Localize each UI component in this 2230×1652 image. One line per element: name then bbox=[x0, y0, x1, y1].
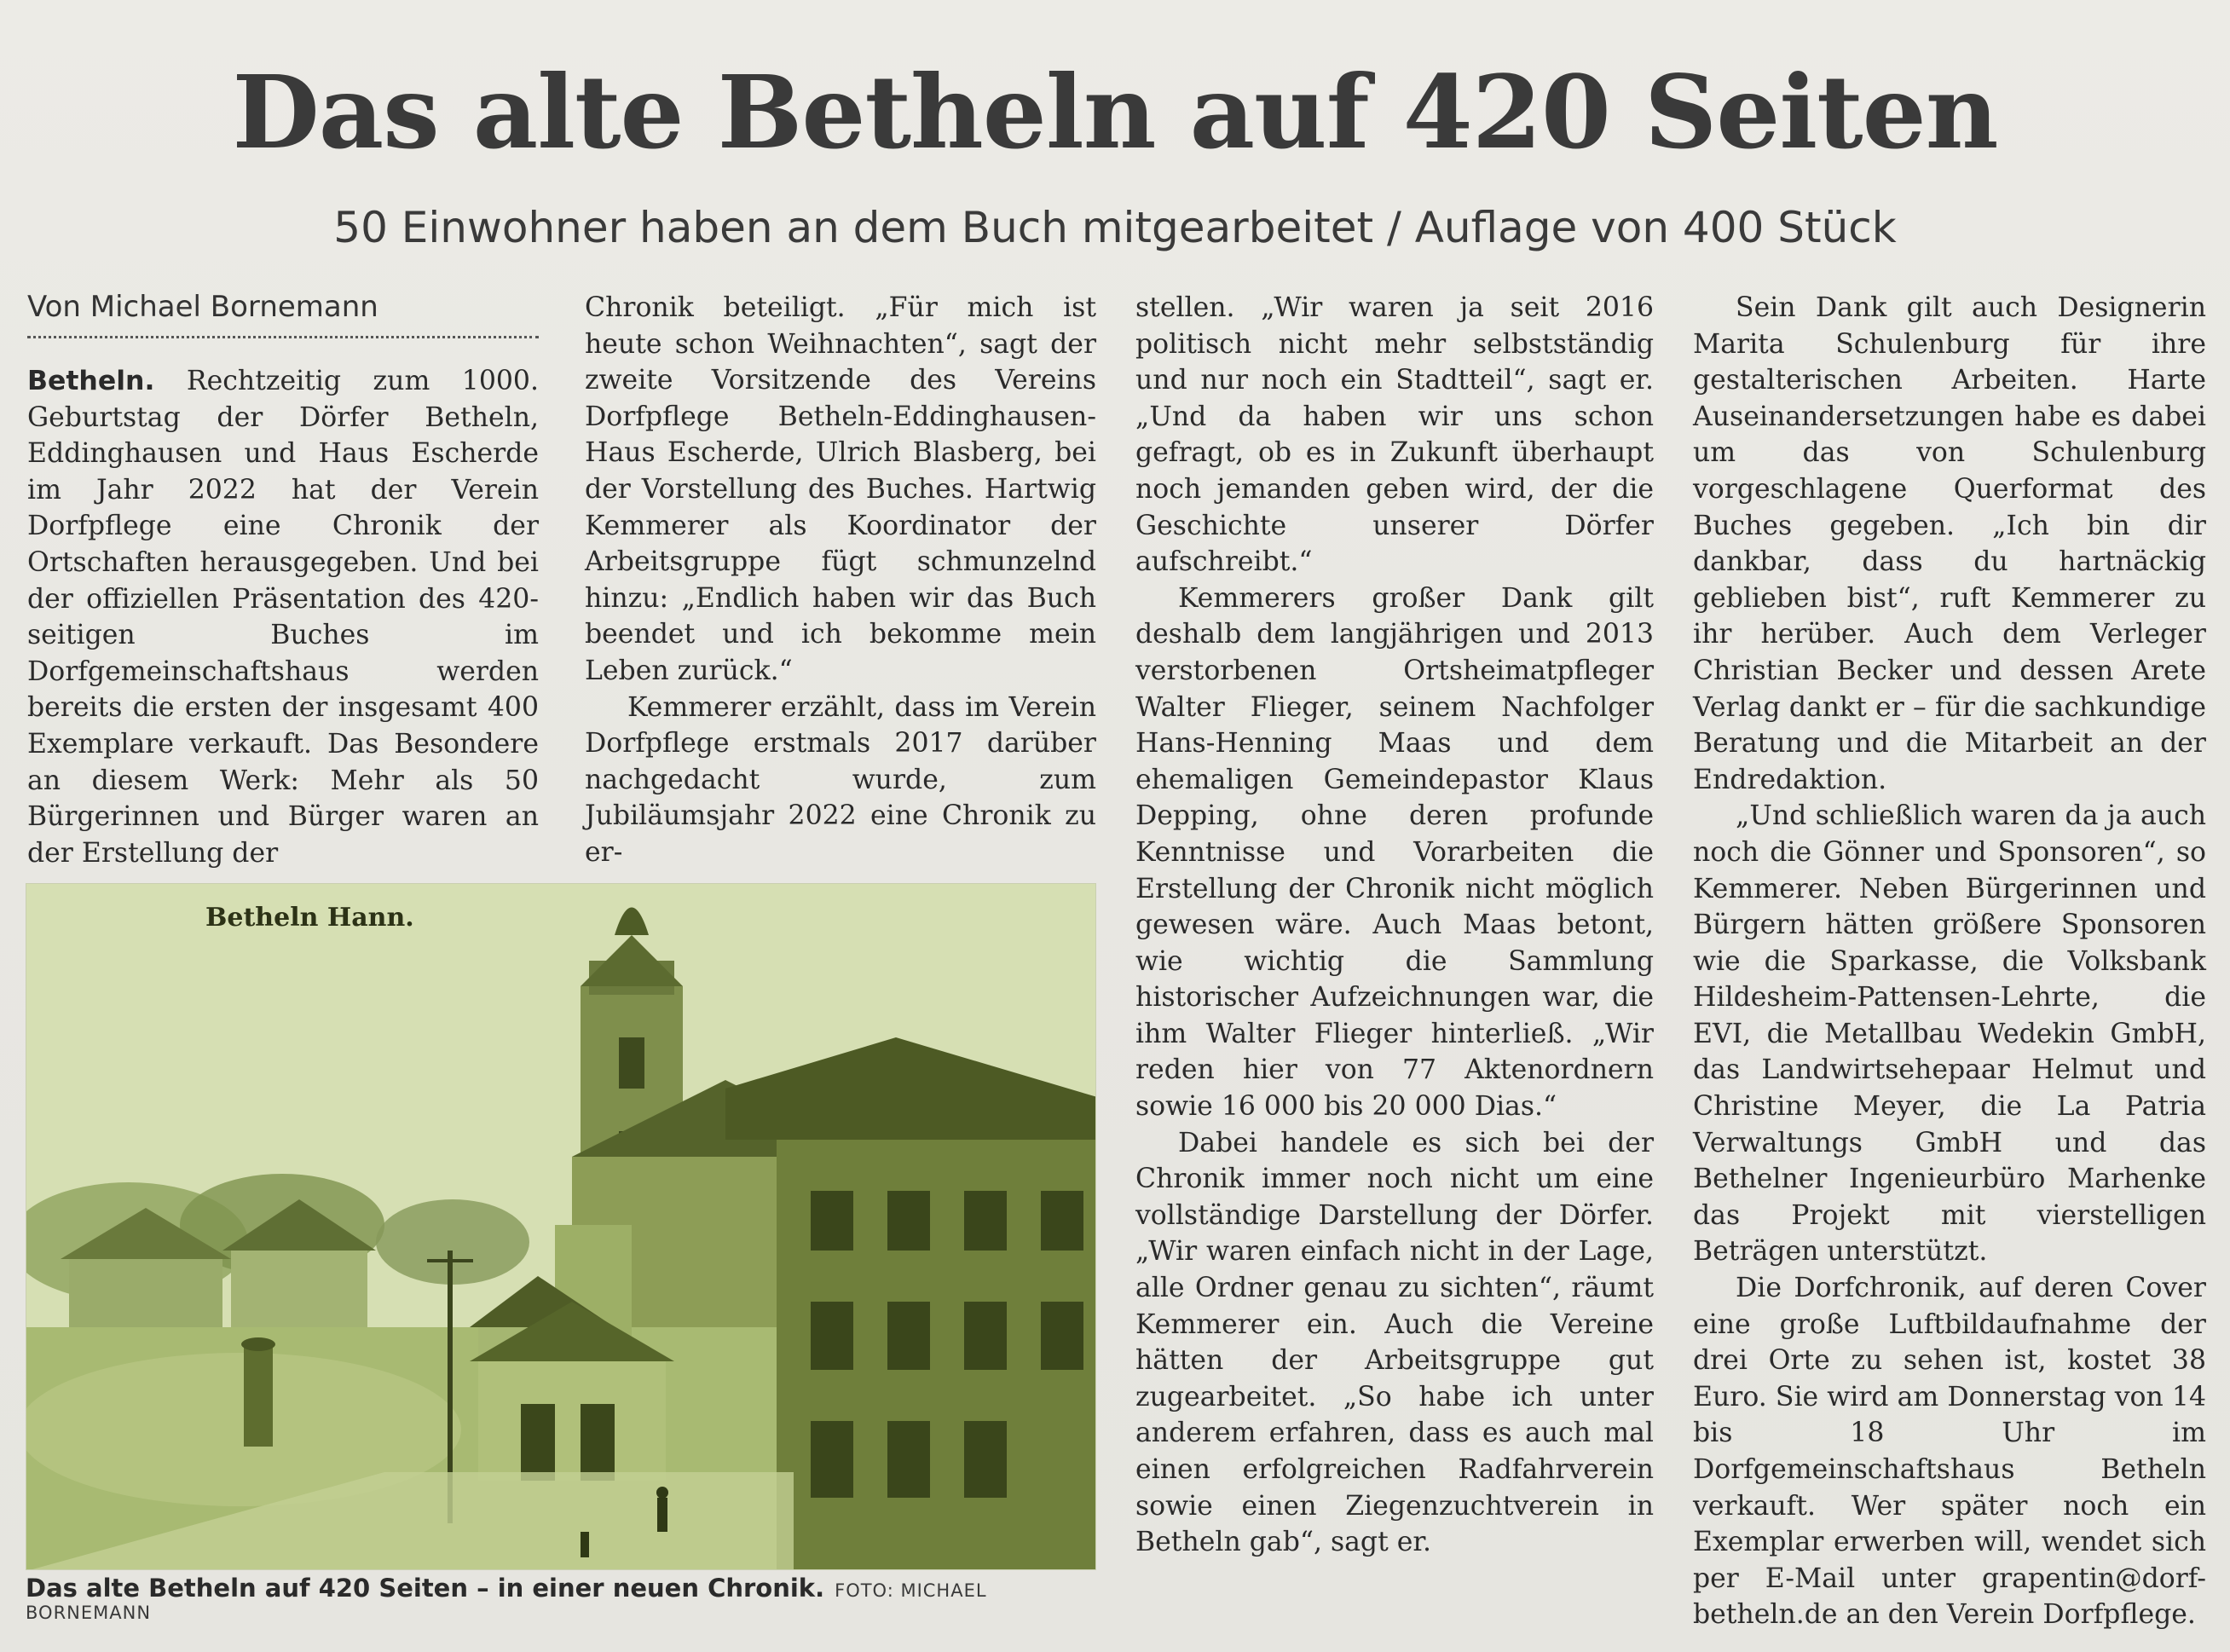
caption-text: Das alte Betheln auf 420 Seiten – in einer neuen Chronik. bbox=[26, 1574, 825, 1603]
postcard-label: Betheln Hann. bbox=[205, 903, 414, 933]
article-column-4 bbox=[1693, 290, 2206, 1633]
paragraph: Chronik beteiligt. „Für mich ist heute schon Weihnachten“, sagt der zweite Vorsitzende des Vereins Dorfpflege Betheln-Eddinghausen-Haus Escherde, Ulrich Blasberg, bei der Vorstellung des Buches. Hartwig Kemmerer als Koordinator der Arbeitsgruppe fügt schmunzelnd hinzu: „Endlich haben wir das Buch beendet und ich bekomme mein Leben zurück.“ bbox=[585, 292, 1096, 686]
paragraph: Kemmerers großer Dank gilt deshalb dem langjährigen und 2013 verstorbenen Ortsheimatpfleger Walter Flieger, seinem Nachfolger Hans-Henning Maas und dem ehemaligen Gemeindepastor Klaus Depping, ohne deren profunde Kenntnisse und Vorarbeiten die Erstellung der Chronik nicht möglich gewesen wäre. Auch Maas betont, wie wichtig die Sammlung historischer Aufzeichnungen war, die ihm Walter Flieger hinterließ. „Wir reden hier von 77 Aktenordnern sowie 16 000 bis 20 000 Dias.“ bbox=[1135, 582, 1654, 1123]
dateline: Betheln. bbox=[27, 366, 155, 396]
article-column-3 bbox=[1135, 290, 1654, 1561]
article-column-1 bbox=[27, 363, 539, 871]
byline: Von Michael Bornemann bbox=[27, 290, 539, 338]
photo-caption bbox=[26, 1574, 1096, 1623]
subheadline: 50 Einwohner haben an dem Buch mitgearbeitet / Auflage von 400 Stück bbox=[333, 203, 1897, 252]
paragraph: Die Dorfchronik, auf deren Cover eine große Luftbildaufnahme der drei Orte zu sehen ist, kostet 38 Euro. Sie wird am Donnerstag von 14 bis 18 Uhr im Dorfgemeinschaftshaus Betheln verkauft. Wer später noch ein Exemplar erwerben will, wendet sich per E-Mail unter grapentin@dorf-betheln.de an den Verein Dorfpflege. bbox=[1693, 1273, 2206, 1631]
village-illustration bbox=[26, 884, 1096, 1570]
headline: Das alte Betheln auf 420 Seiten bbox=[232, 53, 1998, 171]
historic-postcard-photo bbox=[26, 883, 1096, 1570]
paragraph bbox=[27, 363, 539, 871]
paragraph-text: Rechtzeitig zum 1000. Geburtstag der Dörfer Betheln, Eddinghausen und Haus Escherde im Jahr 2022 hat der Verein Dorfpflege eine Chronik der Ortschaften herausgegeben. Und bei der offiziellen Präsentation des 420-seitigen Buches im Dorfgemeinschaftshaus werden bereits die ersten der insgesamt 400 Exemplare verkauft. Das Besondere an diesem Werk: Mehr als 50 Bürgerinnen und Bürger waren an der Erstellung der bbox=[27, 366, 539, 869]
paragraph: Kemmerer erzählt, dass im Verein Dorfpflege erstmals 2017 darüber nachgedacht wurde, zum Jubiläumsjahr 2022 eine Chronik zu er- bbox=[585, 691, 1096, 868]
article-column-2 bbox=[585, 290, 1096, 871]
paragraph: Dabei handele es sich bei der Chronik immer noch nicht um eine vollständige Darstellung der Dörfer. „Wir waren einfach nicht in der Lage, alle Ordner genau zu sichten“, räumt Kemmerer ein. Auch die Vereine hätten der Arbeitsgruppe gut zugearbeitet. „So habe ich unter anderem erfahren, dass es auch mal einen erfolgreichen Radfahrverein sowie einen Ziegenzuchtverein in Betheln gab“, sagt er. bbox=[1135, 1127, 1654, 1558]
photo-credit: FOTO: MICHAEL BORNEMANN bbox=[26, 1580, 987, 1623]
paragraph: „Und schließlich waren da ja auch noch die Gönner und Sponsoren“, so Kemmerer. Neben Bürgerinnen und Bürgern hätten größere Sponsoren wie die Sparkasse, die Volksbank Hildesheim-Pattensen-Lehrte, die EVI, die Metallbau Wedekin GmbH, das Landwirtsehepaar Helmut und Christine Meyer, die La Patria Verwaltungs GmbH und das Bethelner Ingenieurbüro Marhenke das Projekt mit vierstelligen Beträgen unterstützt. bbox=[1693, 800, 2206, 1268]
paragraph: stellen. „Wir waren ja seit 2016 politisch nicht mehr selbstständig und nur noch ein Stadtteil“, sagt er. „Und da haben wir uns schon gefragt, ob es in Zukunft überhaupt noch jemanden geben wird, der die Geschichte unserer Dörfer aufschreibt.“ bbox=[1135, 292, 1654, 578]
paragraph: Sein Dank gilt auch Designerin Marita Schulenburg für ihre gestalterischen Arbeiten. Harte Auseinandersetzungen habe es dabei um das von Schulenburg vorgeschlagene Querformat des Buches gegeben. „Ich bin dir dankbar, dass du hartnäckig geblieben bist“, ruft Kemmerer zu ihr herüber. Auch dem Verleger Christian Becker und dessen Arete Verlag dankt er – für die sachkundige Beratung und die Mitarbeit an der Endredaktion. bbox=[1693, 292, 2206, 795]
